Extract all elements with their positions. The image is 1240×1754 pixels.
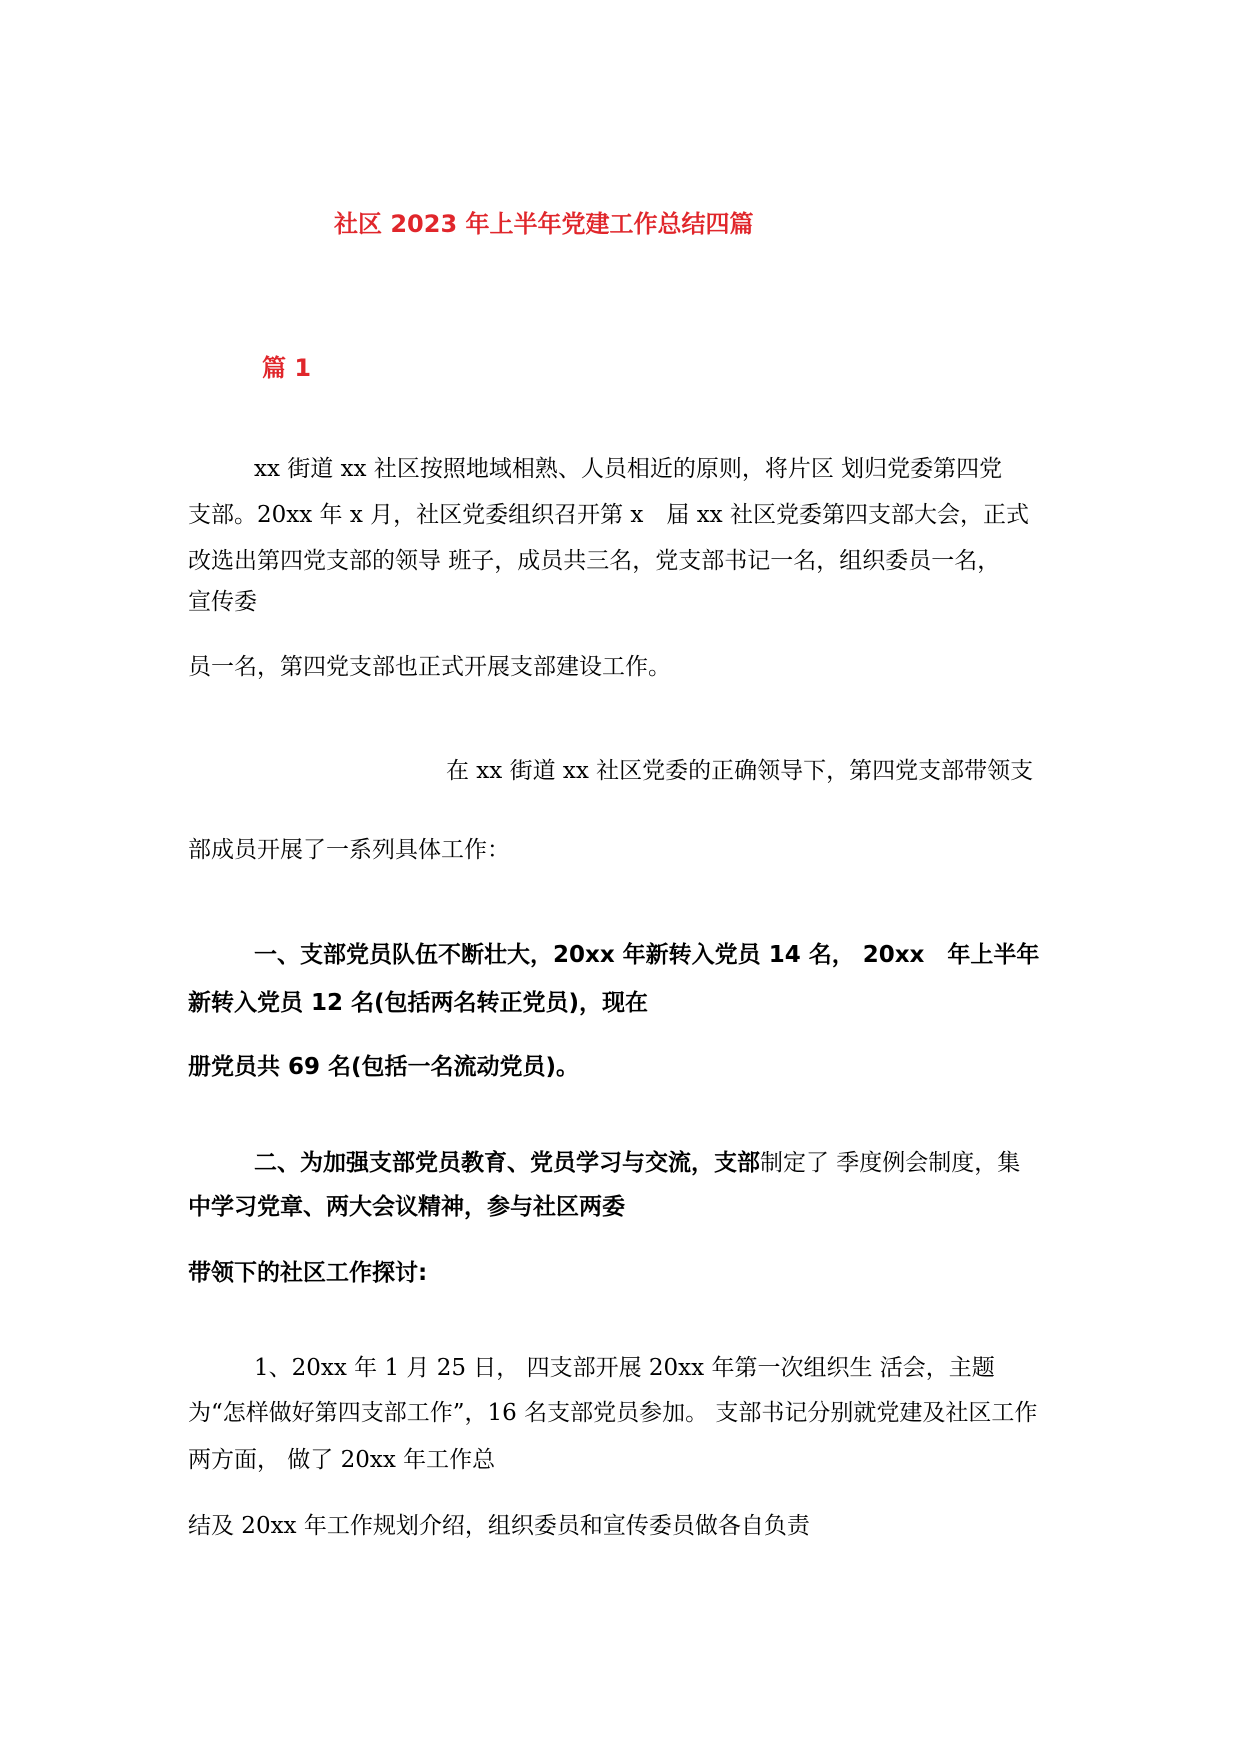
normal-text-segment: 制定了 季度例会制度，集 — [760, 1150, 1021, 1176]
paragraph-line: 1、20xx 年 1 月 25 日， 四支部开展 20xx 年第一次组织生 活会，主题 — [254, 1355, 995, 1381]
bold-paragraph-line: 一、支部党员队伍不断壮大，20xx 年新转入党员 14 名， 20xx 年上半年 — [254, 942, 1040, 968]
paragraph-line: 支部。20xx 年 x 月，社区党委组织召开第 x 届 xx 社区党委第四支部大会，正式 — [188, 502, 1029, 528]
document-title: 社区 2023 年上半年党建工作总结四篇 — [334, 210, 754, 238]
paragraph-line: 部成员开展了一系列具体工作： — [188, 837, 510, 863]
bold-text-segment: 二、为加强支部党员教育、党员学习与交流，支部 — [254, 1150, 760, 1176]
paragraph-line: 改选出第四党支部的领导 班子，成员共三名，党支部书记一名，组织委员一名， — [188, 548, 1001, 574]
paragraph-line: 在 xx 街道 xx 社区党委的正确领导下，第四党支部带领支 — [446, 758, 1034, 784]
paragraph-line: 结及 20xx 年工作规划介绍，组织委员和宣传委员做各自负责 — [188, 1513, 810, 1539]
paragraph-line: xx 街道 xx 社区按照地域相熟、人员相近的原则，将片区 划归党委第四党 — [254, 456, 1003, 482]
paragraph-line: 宣传委 — [188, 589, 257, 615]
bold-paragraph-line: 册党员共 69 名(包括一名流动党员)。 — [188, 1054, 580, 1080]
bold-paragraph-line: 中学习党章、两大会议精神，参与社区两委 — [188, 1194, 625, 1220]
bold-paragraph-line: 新转入党员 12 名(包括两名转正党员)，现在 — [188, 990, 649, 1016]
bold-paragraph-line: 带领下的社区工作探讨: — [188, 1260, 428, 1286]
paragraph-line: 员一名，第四党支部也正式开展支部建设工作。 — [188, 654, 671, 680]
section-heading: 篇 1 — [262, 354, 312, 382]
paragraph-line: 为“怎样做好第四支部工作”，16 名支部党员参加。 支部书记分别就党建及社区工作 — [188, 1400, 1038, 1426]
mixed-paragraph-line — [254, 1152, 1020, 1175]
paragraph-line: 两方面， 做了 20xx 年工作总 — [188, 1447, 496, 1473]
